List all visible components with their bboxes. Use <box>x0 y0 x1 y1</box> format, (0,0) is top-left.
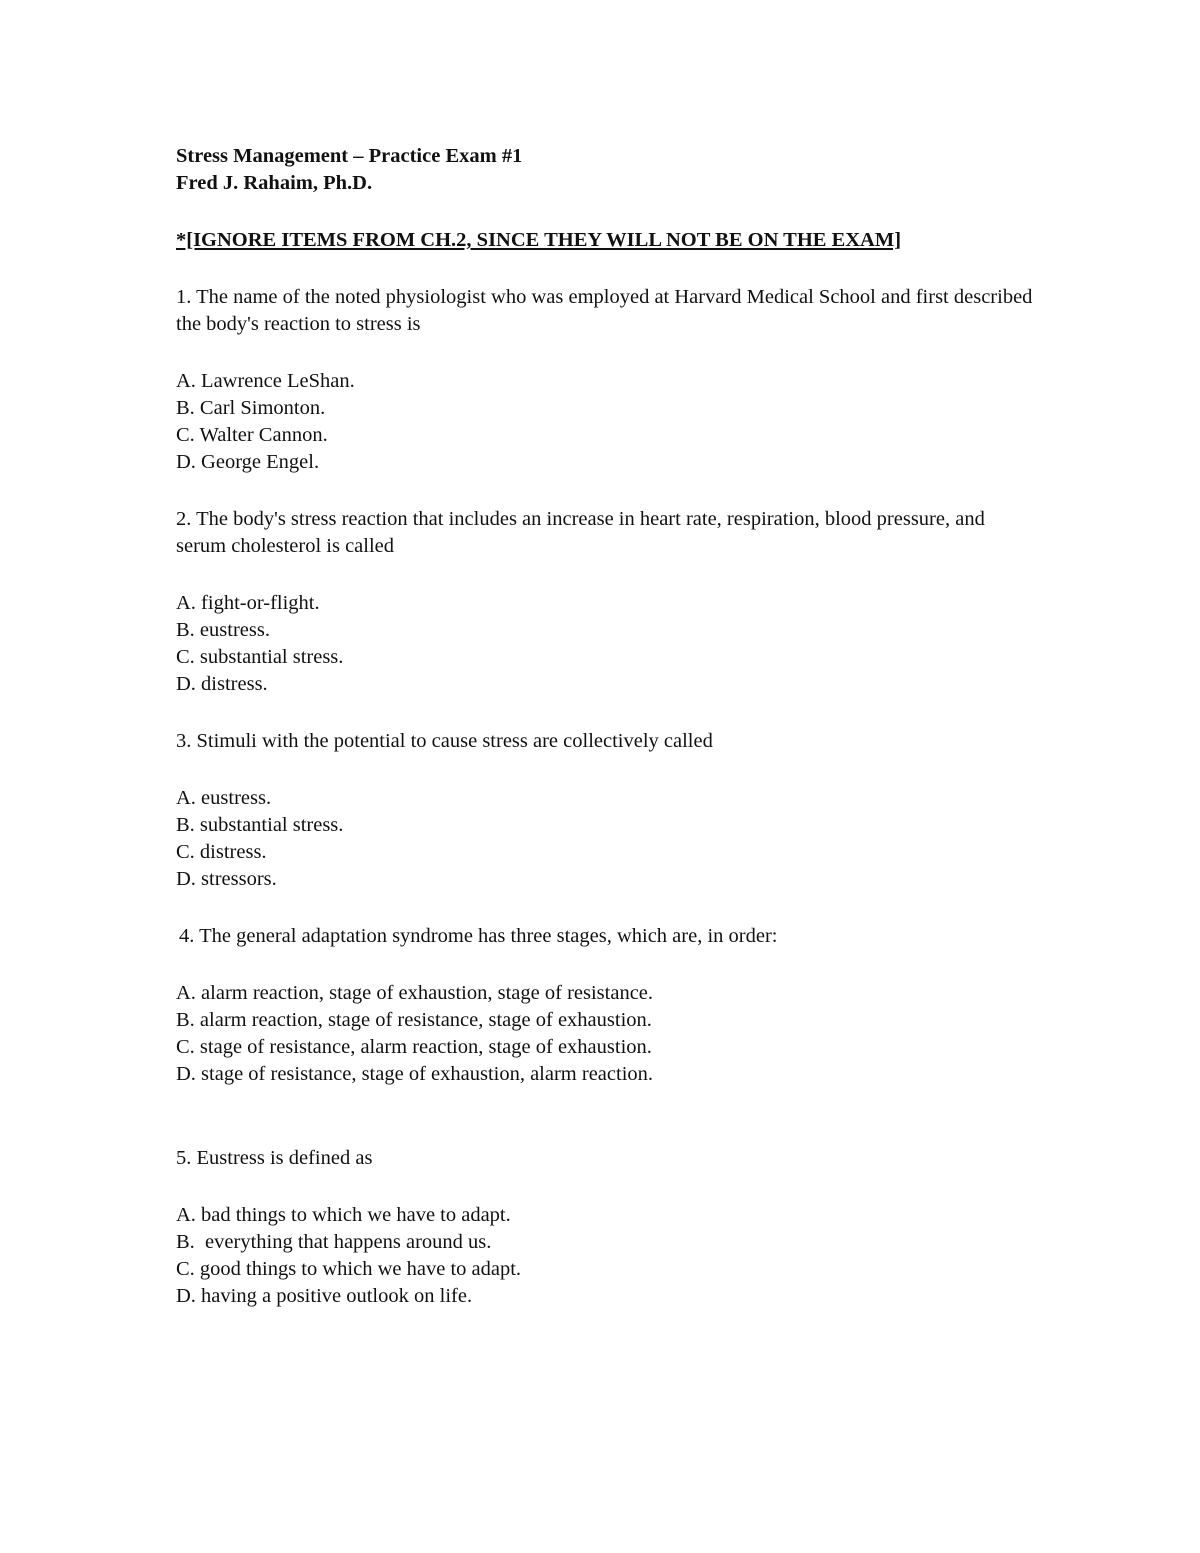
question-text: 3. Stimuli with the potential to cause stress are collectively called <box>176 730 713 752</box>
option-d: D. George Engel. <box>176 451 320 473</box>
exam-notice: *[IGNORE ITEMS FROM CH.2, SINCE THEY WILL NOT BE ON THE EXAM] <box>176 229 902 251</box>
option-a: A. bad things to which we have to adapt. <box>176 1204 511 1226</box>
document-title: Stress Management – Practice Exam #1 <box>176 145 523 167</box>
question-text: 5. Eustress is defined as <box>176 1147 373 1169</box>
question-text: 2. The body's stress reaction that includes an increase in heart rate, respiration, blood pressure, and serum cholesterol is called <box>176 508 985 557</box>
answer-options <box>176 1202 1076 1310</box>
option-a: A. eustress. <box>176 787 272 809</box>
option-c: C. good things to which we have to adapt. <box>176 1258 522 1280</box>
option-b: B. alarm reaction, stage of resistance, stage of exhaustion. <box>176 1009 652 1031</box>
exam-page <box>176 143 1076 1331</box>
question-text: 1. The name of the noted physiologist who was employed at Harvard Medical School and first described the body's reaction to stress is <box>176 286 1033 335</box>
answer-options <box>176 368 1076 476</box>
question-1 <box>176 284 1076 476</box>
option-b: B. everything that happens around us. <box>176 1231 492 1253</box>
option-b: B. eustress. <box>176 619 270 641</box>
option-d: D. stage of resistance, stage of exhaustion, alarm reaction. <box>176 1063 654 1085</box>
option-b: B. Carl Simonton. <box>176 397 326 419</box>
answer-options <box>176 785 1076 893</box>
option-a: A. fight-or-flight. <box>176 592 320 614</box>
option-b: B. substantial stress. <box>176 814 344 836</box>
question-5 <box>176 1145 1076 1310</box>
document-author: Fred J. Rahaim, Ph.D. <box>176 172 373 194</box>
option-c: C. distress. <box>176 841 267 863</box>
question-3 <box>176 728 1076 893</box>
question-4 <box>176 923 1076 1088</box>
question-2 <box>176 506 1076 698</box>
answer-options <box>176 590 1076 698</box>
option-c: C. Walter Cannon. <box>176 424 328 446</box>
option-c: C. substantial stress. <box>176 646 344 668</box>
option-d: D. stressors. <box>176 868 277 890</box>
question-text: 4. The general adaptation syndrome has three stages, which are, in order: <box>179 925 778 947</box>
answer-options <box>176 980 1076 1088</box>
option-c: C. stage of resistance, alarm reaction, stage of exhaustion. <box>176 1036 652 1058</box>
option-a: A. alarm reaction, stage of exhaustion, stage of resistance. <box>176 982 654 1004</box>
option-a: A. Lawrence LeShan. <box>176 370 355 392</box>
option-d: D. distress. <box>176 673 268 695</box>
option-d: D. having a positive outlook on life. <box>176 1285 473 1307</box>
